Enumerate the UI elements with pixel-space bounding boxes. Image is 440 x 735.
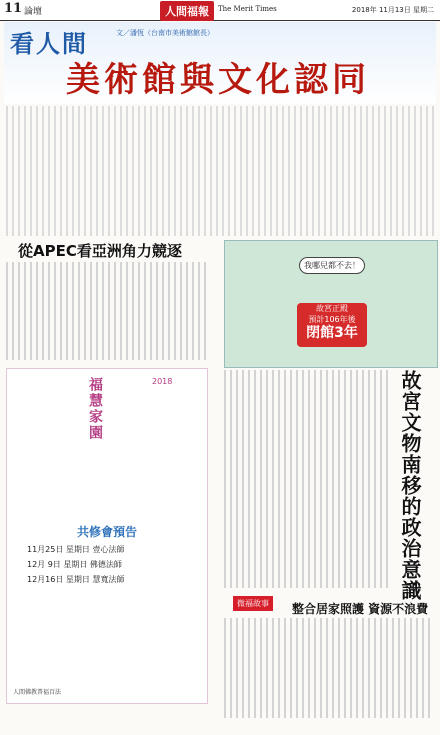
column-brand: 看人間 (10, 29, 88, 58)
article-text-columns (6, 262, 208, 360)
event-box-year: 2018 (152, 377, 173, 386)
main-headline: 美術館與文化認同 (66, 60, 370, 100)
newspaper-logo-en: The Merit Times (218, 5, 277, 13)
article-text-columns (224, 370, 392, 588)
comic-illustration (224, 240, 438, 368)
section-tag: 微福故事 (233, 596, 273, 611)
event-item: 11月25日 星期日 壹心法師 (27, 545, 125, 554)
closure-sign-line-2: 預計106年後 (308, 315, 356, 324)
event-heading: 共修會預告 (76, 525, 137, 539)
event-item: 12月 9日 星期日 佛德法師 (27, 560, 122, 569)
section-label: 論壇 (24, 7, 43, 17)
comic-bubble: 我哪兒都不去！ (299, 257, 365, 274)
closure-sign (297, 303, 367, 347)
subheadline: 整合居家照護 資源不浪費 (292, 602, 429, 616)
masthead (0, 0, 440, 21)
section-headline: 從APEC看亞洲角力競逐 (18, 242, 182, 260)
event-list (27, 519, 187, 589)
event-box-title: 福慧家園 (87, 377, 103, 441)
article-text-columns (6, 106, 434, 236)
closure-sign-line-1: 故宮正殿 (316, 304, 348, 313)
vertical-headline: 故宮文物南移的政治意識 (398, 370, 422, 601)
byline: 文／潘恆（台南市美術館館長） (116, 29, 214, 37)
event-box-footer: 人間佛教普福百法 (13, 689, 62, 696)
dateline: 2018年 11月13日 星期二 (351, 6, 434, 14)
closure-sign-line-3: 閉館3年 (306, 325, 358, 341)
article-text-columns (224, 618, 434, 718)
newspaper-logo: 人間福報 (160, 1, 214, 21)
event-box (6, 368, 208, 704)
event-item: 12月16日 星期日 慧寬法師 (27, 575, 125, 584)
page-number: 11 (4, 1, 23, 16)
top-banner (4, 22, 436, 104)
